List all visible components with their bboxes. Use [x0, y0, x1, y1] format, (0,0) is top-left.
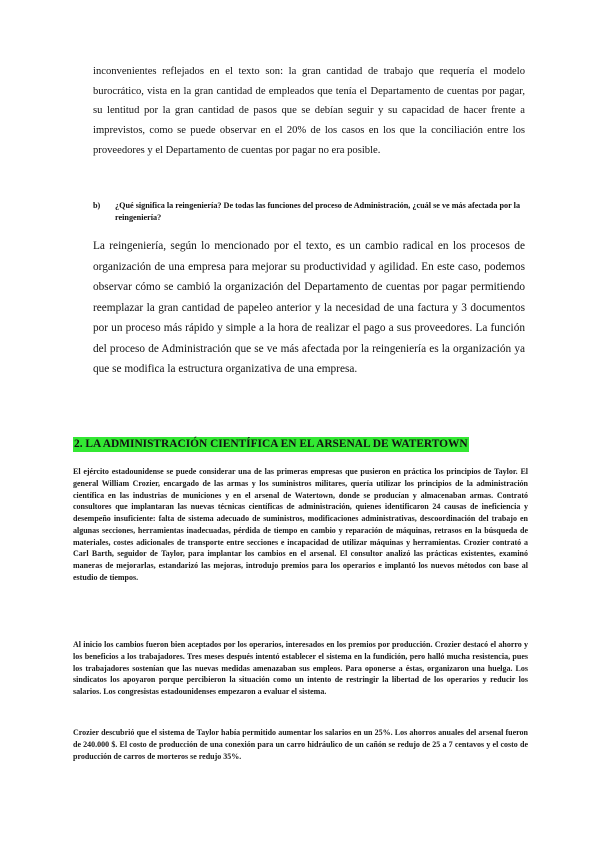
question-label: b) [93, 201, 101, 210]
case-paragraph-1: El ejército estadounidense se puede considerar una de las primeras empresas que pusieron en práctica los principios de Taylor. El general William Crozier, encargado de las armas y los suministros militares, quería utilizar los principios de la administración científica en las industrias de municiones y en el arsenal de Watertown, donde se producían y almacenaban armas. Contrató consultores que implantaran las nuevas técnicas científicas de administración, quienes identificaron 24 causas de ineficiencia y desempeño insuficiente: falta de sistema adecuado de suministros, modificaciones administrativas, descoordinación del trabajo en algunas secciones, herramientas inadecuadas, pérdida de tiempo en cambio y reparación de máquinas, retrasos en la búsqueda de materiales, costes adicionales de transporte entre secciones e incapacidad de utilizar máquinas y herramientas. Crozier contrató a Carl Barth, seguidor de Taylor, para implantar los cambios en el arsenal. El consultor analizó las prácticas existentes, examinó maneras de mejorarlas, estandarizó las mejoras, introdujo premios para los operarios e implantó los nuevos métodos con base al estudio de tiempos. [73, 467, 528, 582]
case-paragraph-3: Crozier descubrió que el sistema de Taylor había permitido aumentar los salarios en un 25%. Los ahorros anuales del arsenal fueron de 240.000 $. El costo de producción de una conexión para un carro hidráulico de un cañón se redujo de 25 a 7 centavos y el costo de producción de carros de morteros se redujo 35%. [73, 728, 528, 761]
question-b [93, 200, 525, 223]
paragraph-continuation: inconvenientes reflejados en el texto son: la gran cantidad de trabajo que requería el modelo burocrático, vista en la gran cantidad de empleados que tenía el Departamento de cuentas por pagar, su lentitud por la gran cantidad de pasos que se debían seguir y su capacidad de hacer frente a imprevistos, como se puede observar en el 20% de los casos en los que la conciliación entre los proveedores y el Departamento de cuentas por pagar no era posible. [93, 66, 525, 156]
case-paragraph-2: Al inicio los cambios fueron bien aceptados por los operarios, interesados en los premios por producción. Crozier destacó el ahorro y los beneficios a los trabajadores. Tres meses después intentó establecer el sistema en la fundición, pero halló mucha resistencia, pues los trabajadores sostenían que las nuevas medidas amenazaban sus empleos. Para oponerse a éstas, organizaron una huelga. Los sindicatos los apoyaron porque percibieron la situación como un intento de restringir la libertad de los operarios y reducir los salarios. Los congresistas estadounidenses empezaron a evaluar el sistema. [73, 640, 528, 696]
section-heading: 2. LA ADMINISTRACIÓN CIENTÍFICA EN EL ARSENAL DE WATERTOWN [74, 438, 468, 450]
answer-b: La reingeniería, según lo mencionado por el texto, es un cambio radical en los procesos de organización de una empresa para mejorar su productividad y agilidad. En este caso, podemos observar cómo se cambió la organización del Departamento de cuentas por pagar permitiendo reemplazar la gran cantidad de papeleo anterior y la necesidad de una factura y 3 documentos por un proceso más rápido y simple a la hora de realizar el pago a sus proveedores. La función del proceso de Administración que se ve más afectada por la reingeniería es la organización ya que se modifica la estructura organizativa de una empresa. [93, 240, 525, 375]
question-text: ¿Qué significa la reingeniería? De todas las funciones del proceso de Administración, ¿cuál se ve más afectada por la reingeniería? [115, 201, 521, 222]
